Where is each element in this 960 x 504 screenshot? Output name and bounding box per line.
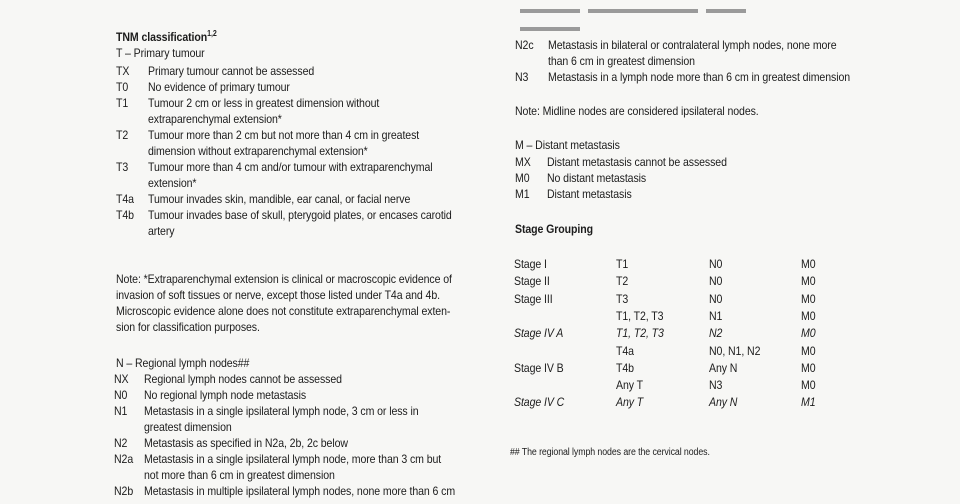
note-line: Note: *Extraparenchymal extension is clinical or macroscopic evidence of (116, 272, 452, 286)
n-row-text: than 6 cm in greatest dimension (548, 54, 695, 68)
m-row-text: Distant metastasis cannot be assessed (547, 155, 727, 169)
n-row-code: NX (114, 372, 129, 386)
stage-t-value: T4b (616, 360, 634, 375)
n-row-code: N0 (114, 388, 128, 402)
t-row-code: T1 (116, 96, 129, 110)
stage-label: Stage IV C (514, 395, 565, 410)
n-row-code: N2a (114, 452, 134, 466)
t-heading: T – Primary tumour (116, 46, 205, 60)
t-row-code: T4b (116, 208, 134, 222)
n-row-text: Metastasis in a single ipsilateral lymph node, 3 cm or less in (144, 404, 419, 418)
stage-m-value: M0 (801, 291, 816, 306)
stage-n-value: N0 (709, 291, 723, 306)
note-line: invasion of soft tissues or nerve, except those listed under T4a and 4b. (116, 288, 440, 302)
m-heading: M – Distant metastasis (515, 138, 620, 152)
stage-t-value: T2 (616, 274, 629, 289)
t-row-text: extraparenchymal extension* (148, 112, 282, 126)
stage-m-value: M0 (801, 274, 816, 289)
stage-label: Stage III (514, 291, 553, 306)
stage-grouping-heading: Stage Grouping (515, 222, 593, 236)
t-row-code: T0 (116, 80, 129, 94)
note-line: Microscopic evidence alone does not constitute extraparenchymal exten- (116, 304, 451, 318)
t-row-text: Tumour more than 2 cm but not more than 4 cm in greatest (148, 128, 420, 142)
n-row-code: N3 (515, 70, 529, 84)
m-row-text: No distant metastasis (547, 171, 647, 185)
n-row-code: N2c (515, 38, 534, 52)
t-row-text: No evidence of primary tumour (148, 80, 290, 94)
n-row-text: Metastasis in a single ipsilateral lymph node, more than 3 cm but (144, 452, 442, 466)
t-row-code: T2 (116, 128, 129, 142)
stage-n-value: Any N (709, 395, 738, 410)
note-line: sion for classification purposes. (116, 320, 260, 334)
t-row-text: Tumour 2 cm or less in greatest dimension without (148, 96, 380, 110)
stage-label: Stage IV A (514, 326, 564, 341)
n-row-text: Regional lymph nodes cannot be assessed (144, 372, 342, 386)
stage-label: Stage II (514, 274, 550, 289)
n-heading: N – Regional lymph nodes## (116, 356, 250, 370)
t-row-code: T4a (116, 192, 134, 206)
t-row-text: Primary tumour cannot be assessed (148, 64, 315, 78)
stage-m-value: M0 (801, 326, 816, 341)
stage-t-value: T1, T2, T3 (616, 308, 664, 323)
m-row-text: Distant metastasis (547, 187, 632, 201)
m-row-code: M1 (515, 187, 530, 201)
stage-m-value: M0 (801, 257, 816, 271)
stage-t-value: T3 (616, 291, 629, 306)
stage-m-value: M0 (801, 308, 816, 323)
regional-nodes-footnote: ## The regional lymph nodes are the cervical nodes. (510, 447, 710, 458)
m-row-code: M0 (515, 171, 530, 185)
t-row-text: Tumour more than 4 cm and/or tumour with extraparenchymal (148, 160, 433, 174)
stage-n-value: N1 (709, 308, 723, 323)
n-row-code: N2b (114, 484, 134, 498)
t-row-code: T3 (116, 160, 129, 174)
stage-n-value: N2 (709, 326, 723, 341)
stage-n-value: Any N (709, 360, 738, 375)
t-row-code: TX (116, 64, 130, 78)
stage-t-value: Any T (616, 378, 643, 393)
stage-t-value: T1 (616, 257, 629, 271)
tnm-title: TNM classification$^{1,2}$ (116, 29, 217, 44)
stage-n-value: N0 (709, 274, 723, 289)
t-row-text: Tumour invades base of skull, pterygoid plates, or encases carotid (148, 208, 452, 222)
stage-t-value: Any T (616, 395, 644, 410)
t-row-text: extension* (148, 176, 197, 190)
stage-label: Stage IV B (514, 360, 564, 375)
stage-t-value: T4a (616, 343, 634, 358)
stage-n-value: N0, N1, N2 (709, 343, 761, 358)
m-row-code: MX (515, 155, 531, 169)
n-row-text: not more than 6 cm in greatest dimension (144, 468, 335, 482)
n-row-code: N1 (114, 404, 128, 418)
n-row-text: No regional lymph node metastasis (144, 388, 307, 402)
midline-note: Note: Midline nodes are considered ipsilateral nodes. (515, 104, 759, 118)
n-row-text: Metastasis in bilateral or contralateral lymph nodes, none more (548, 38, 837, 52)
stage-m-value: M0 (801, 378, 816, 393)
stage-m-value: M0 (801, 360, 816, 375)
n-row-text: Metastasis in a lymph node more than 6 cm in greatest dimension (548, 70, 851, 84)
stage-n-value: N3 (709, 378, 723, 393)
stage-n-value: N0 (709, 257, 723, 271)
t-row-text: artery (148, 224, 175, 238)
n-row-text: Metastasis as specified in N2a, 2b, 2c below (144, 436, 348, 450)
stage-m-value: M1 (801, 395, 816, 410)
n-row-text: greatest dimension (144, 420, 232, 434)
cropped-heading-fragment (520, 0, 810, 10)
stage-t-value: T1, T2, T3 (616, 326, 664, 341)
t-row-text: dimension without extraparenchymal extension* (148, 144, 368, 158)
stage-m-value: M0 (801, 343, 816, 358)
n-row-text: Metastasis in multiple ipsilateral lymph nodes, none more than 6 cm (144, 484, 456, 498)
n-row-code: N2 (114, 436, 128, 450)
stage-label: Stage I (514, 257, 547, 271)
t-row-text: Tumour invades skin, mandible, ear canal, or facial nerve (148, 192, 411, 206)
